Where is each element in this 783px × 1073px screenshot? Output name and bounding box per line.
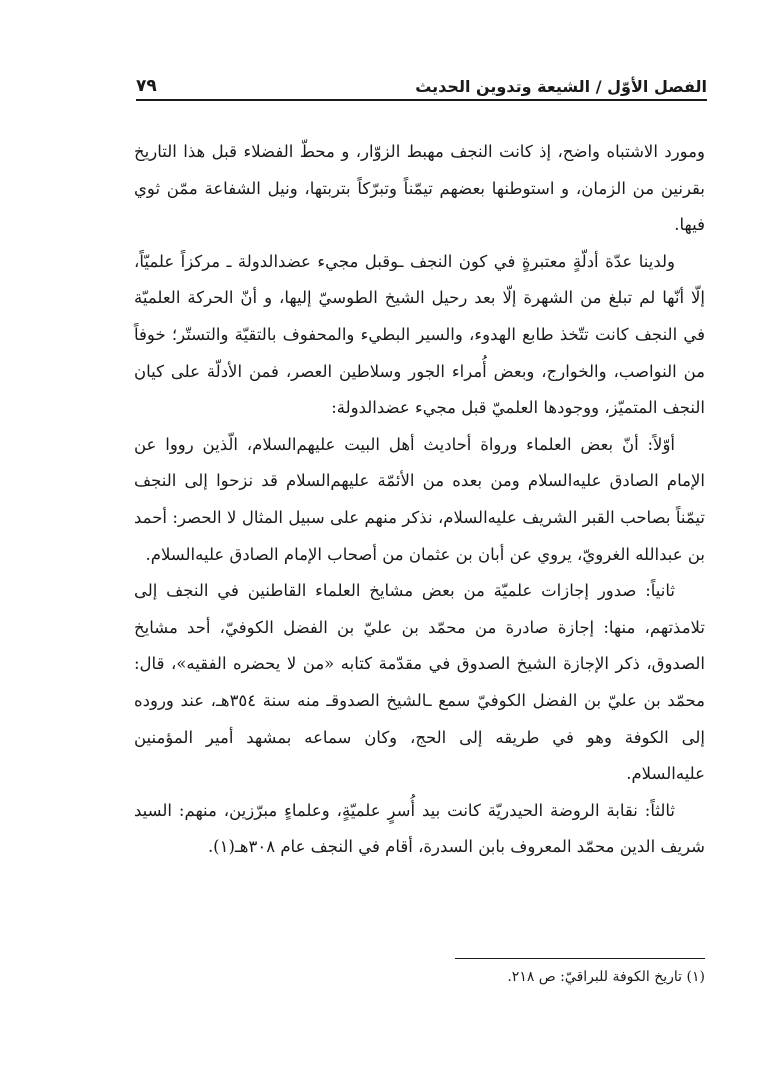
paragraph: ومورد الاشتباه واضح، إذ كانت النجف مهبط الزوّار، و محطّ الفضلاء قبل هذا التاريخ بقرنين من الزمان، و استوطنها بعضهم تيمّناً وتبرّكاً بتربتها، ونيل الشفاعة ممّن ثوي فيها. [134,142,705,235]
footnote: (١) تاريخ الكوفة للبراقيّ: ص ٢١٨. [507,969,705,985]
paragraph: ولدينا عدّة أدلّةٍ معتبرةٍ في كون النجف ـوقبل مجيء عضدالدولة ـ مركزاً علميّاً، إلّا أنّها لم تبلغ من الشهرة إلّا بعد رحيل الشيخ الطوسيّ إليها، و أنّ الحركة العلميّة في النجف كانت تتّخذ طابع الهدوء، والسير البطيء والمحفوف بالتقيّة والتستّر؛ خوفاً من النواصب، والخوارج، وبعض أُمراء الجور وسلاطين العصر، فمن الأدلّة على كيان النجف المتميّز، ووجودها العلميّ قبل مجيء عضدالدولة: [134,251,705,418]
chapter-title: الفصل الأوّل / الشيعة وتدوين الحديث [415,77,707,96]
page-number: ٧٩ [136,76,157,96]
paragraph: ثانياً: صدور إجازات علميّة من بعض مشايخ العلماء القاطنين في النجف إلى تلامذتهم، منها: إجازة صادرة من محمّد بن عليّ بن الفضل الكوفيّ، أحد مشايخ الصدوق، ذكر الإجازة الشيخ الصدوق في مقدّمة كتابه «من لا يحضره الفقيه»، قال: محمّد بن عليّ بن الفضل الكوفيّ سمع ـالشيخ الصدوقـ منه سنة ٣٥٤هـ، عند وروده إلى الكوفة وهو في طريقه إلى الحج، وكان سماعه بمشهد أمير المؤمنين عليه‌السلام. [134,581,706,784]
paragraph: ثالثاً: نقابة الروضة الحيدريّة كانت بيد أُسرٍ علميّةٍ، وعلماءٍ مبرّزين، منهم: السيد شريف الدين محمّد المعروف بابن السدرة، أقام في النجف عام ٣٠٨هـ(١). [134,800,705,857]
body-text [134,134,705,866]
footnote-divider [455,958,705,959]
running-header [136,66,707,96]
paragraph: أوّلاً: أنّ بعض العلماء ورواة أحاديث أهل البيت عليهم‌السلام، الّذين رووا عن الإمام الصادق عليه‌السلام ومن بعده من الأئمّة عليهم‌السلام قد نزحوا إلى النجف تيمّناً بصاحب القبر الشريف عليه‌السلام، نذكر منهم على سبيل المثال لا الحصر: أحمد بن عبدالله الغرويّ، يروي عن أبان بن عثمان من أصحاب الإمام الصادق عليه‌السلام. [134,434,705,564]
header-divider [136,99,707,101]
